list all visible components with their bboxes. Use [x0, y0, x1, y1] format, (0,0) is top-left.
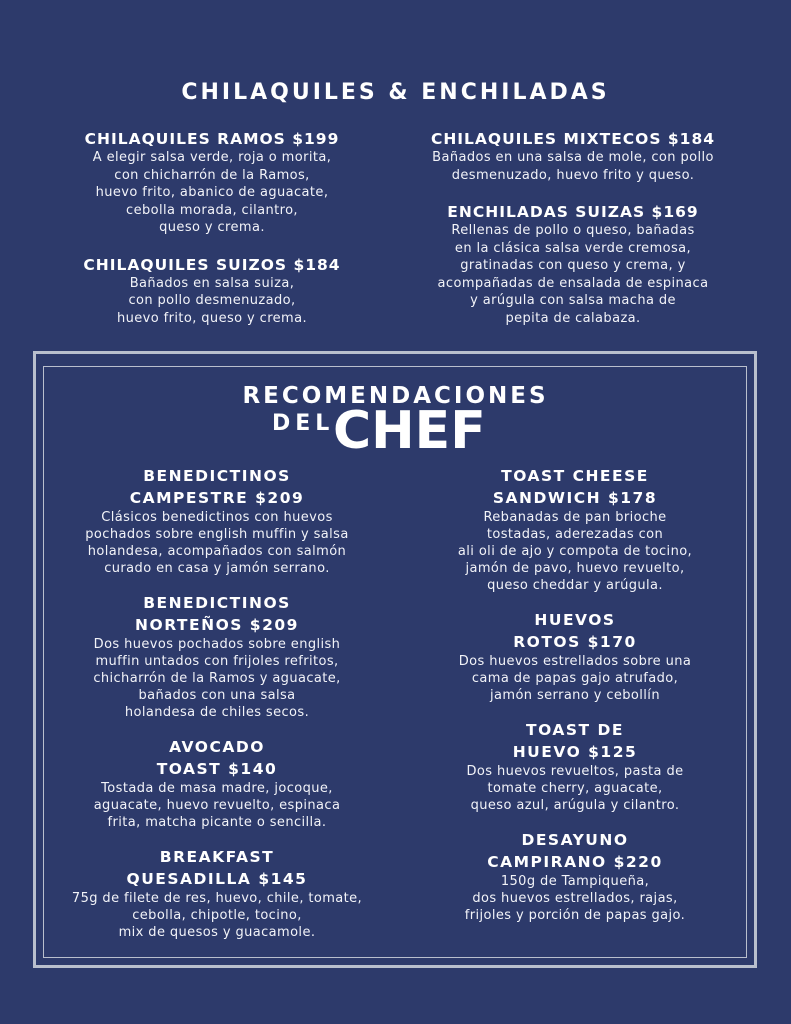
right-column	[388, 129, 758, 345]
item-name: AVOCADO	[169, 738, 265, 756]
item-name: CHILAQUILES RAMOS $199	[84, 130, 340, 148]
section-title: CHILAQUILES & ENCHILADAS	[181, 80, 610, 105]
item-description: Dos huevos pochados sobre english muffin untados con frijoles refritos, chicharrón de la Ramos y aguacate, bañados con una salsa holandesa de chiles secos.	[93, 637, 341, 720]
item-name: BREAKFAST	[159, 848, 275, 866]
item-name: BENEDICTINOS	[143, 594, 291, 612]
menu-item	[57, 737, 377, 831]
chef-title	[0, 383, 791, 461]
chef-right-column	[415, 466, 735, 940]
menu-item	[415, 720, 735, 814]
item-price: CAMPESTRE $209	[129, 489, 305, 507]
item-description: Rebanadas de pan brioche tostadas, aderezadas con ali oli de ajo y compota de tocino, jamón de pavo, huevo revuelto, queso cheddar y arúgula.	[457, 510, 693, 593]
menu-item	[415, 830, 735, 924]
item-description: Tostada de masa madre, jocoque, aguacate, huevo revuelto, espinaca frita, matcha picante o sencilla.	[93, 781, 341, 830]
item-name: TOAST CHEESE	[501, 467, 649, 485]
menu-item	[388, 202, 758, 327]
item-price: SANDWICH $178	[492, 489, 658, 507]
item-name: CHILAQUILES SUIZOS $184	[83, 255, 341, 274]
item-price: QUESADILLA $145	[126, 870, 308, 888]
menu-item	[415, 466, 735, 594]
chef-title-line1: RECOMENDACIONES	[242, 383, 549, 409]
item-description: 150g de Tampiqueña, dos huevos estrellados, rajas, frijoles y porción de papas gajo.	[464, 874, 686, 923]
item-description: Rellenas de pollo o queso, bañadas en la clásica salsa verde cremosa, gratinadas con queso y crema, y acompañadas de ensalada de espinaca y arúgula con salsa macha de pepita de calabaza.	[437, 223, 709, 326]
menu-item	[42, 255, 382, 328]
chef-title-chef: CHEF	[333, 401, 486, 461]
item-price: CAMPIRANO $220	[487, 853, 663, 871]
menu-item	[388, 129, 758, 184]
item-name: TOAST DE	[526, 721, 624, 739]
menu-item	[57, 466, 377, 577]
item-price: ROTOS $170	[513, 633, 637, 651]
menu-item	[42, 129, 382, 237]
item-name: CHILAQUILES MIXTECOS $184	[430, 130, 716, 148]
item-description: Bañados en una salsa de mole, con pollo desmenuzado, huevo frito y queso.	[432, 150, 714, 183]
item-name: ENCHILADAS SUIZAS $169	[447, 203, 699, 221]
item-description: Bañados en salsa suiza, con pollo desmenuzado, huevo frito, queso y crema.	[116, 275, 308, 326]
menu-item	[57, 847, 377, 941]
menu-item	[415, 610, 735, 704]
item-description: A elegir salsa verde, roja o morita, con chicharrón de la Ramos, huevo frito, abanico de aguacate, cebolla morada, cilantro, queso y crema.	[92, 150, 332, 235]
left-column	[42, 129, 382, 345]
item-description: 75g de filete de res, huevo, chile, tomate, cebolla, chipotle, tocino, mix de quesos y guacamole.	[71, 891, 363, 940]
chef-left-column	[57, 466, 377, 957]
item-name: HUEVOS	[534, 611, 616, 629]
item-name: DESAYUNO	[521, 831, 629, 849]
item-description: Dos huevos estrellados sobre una cama de papas gajo atrufado, jamón serrano y cebollín	[458, 654, 692, 703]
item-description: Dos huevos revueltos, pasta de tomate cherry, aguacate, queso azul, arúgula y cilantro.	[466, 764, 684, 813]
item-price: HUEVO $125	[512, 743, 638, 761]
item-price: NORTEÑOS $209	[135, 616, 299, 634]
item-name: BENEDICTINOS	[143, 467, 291, 485]
item-description: Clásicos benedictinos con huevos pochados sobre english muffin y salsa holandesa, acompañados con salmón curado en casa y jamón serrano.	[85, 510, 349, 576]
item-price: TOAST $140	[156, 760, 278, 778]
menu-item	[57, 593, 377, 721]
chef-title-del: DEL	[272, 411, 335, 436]
